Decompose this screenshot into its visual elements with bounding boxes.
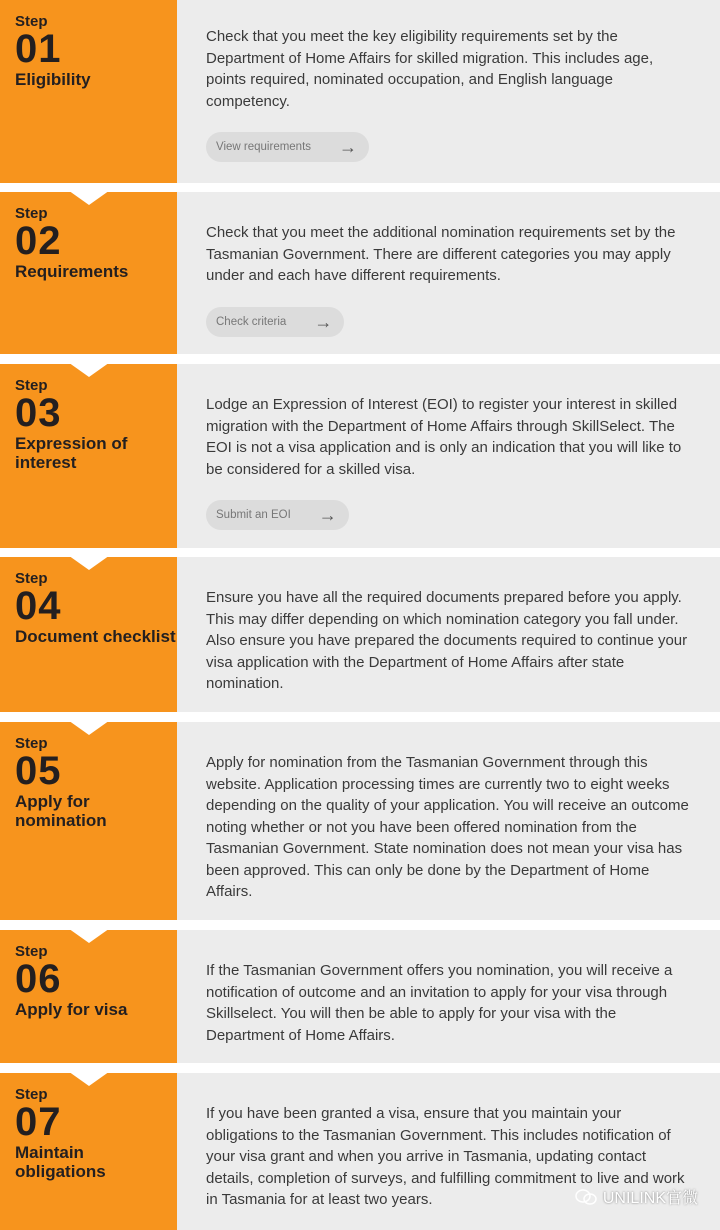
check-criteria-button[interactable]: [206, 307, 344, 337]
step-title: Maintain obligations: [15, 1143, 106, 1181]
step-badge: [0, 0, 177, 183]
step-description: Ensure you have all the required documents prepared before you apply. This may differ depending on which nomination category you fall under. Also ensure you have prepared the documents required to continue your visa application with the Department of Home Affairs after state nomination.: [206, 589, 688, 692]
step-description: If you have been granted a visa, ensure that you maintain your obligations to the Tasmanian Government. This includes notification of your visa grant and when you arrive in Tasmania, updating contact details, completion of surveys, and fulfilling commitment to live and work in Tasmania for at least two years.: [206, 1105, 685, 1208]
step-description: Lodge an Expression of Interest (EOI) to register your interest in skilled migration with the Department of Home Affairs through SkillSelect. The EOI is not a visa application and is only an indication that you will like to be considered for a skilled visa.: [206, 396, 682, 478]
step-title: Document checklist: [15, 627, 176, 646]
step-card-01: [0, 0, 720, 183]
step-label: Step: [15, 735, 48, 752]
step-description: Check that you meet the key eligibility requirements set by the Department of Home Affairs for skilled migration. This includes age, points required, nominated occupation, and English language competency.: [206, 28, 654, 110]
view-requirements-button[interactable]: [206, 132, 369, 162]
arrow-right-icon: →: [314, 311, 333, 332]
watermark-text: UNILINK官微: [602, 1190, 698, 1207]
step-content: [177, 0, 720, 183]
chevron-divider: [58, 921, 120, 943]
step-description: Check that you meet the additional nomination requirements set by the Tasmanian Government. There are different categories you may apply under and each have different requirements.: [206, 224, 676, 284]
chevron-divider: [58, 713, 120, 735]
step-card-03: [0, 364, 720, 548]
submit-eoi-button[interactable]: [206, 500, 349, 530]
step-content: [177, 192, 720, 354]
step-title: Apply for visa: [15, 1000, 128, 1019]
step-title: Expression of interest: [15, 434, 128, 472]
step-badge: [0, 722, 177, 920]
step-number: 07: [15, 1100, 62, 1144]
chevron-divider: [58, 355, 120, 377]
arrow-right-icon: →: [339, 137, 358, 157]
step-title: Requirements: [15, 262, 129, 281]
step-card-04: [0, 557, 720, 712]
step-card-02: [0, 192, 720, 354]
step-number: 01: [15, 27, 62, 71]
step-content: [177, 722, 720, 920]
button-label: Submit an EOI: [216, 509, 291, 521]
chevron-divider: [58, 1064, 120, 1086]
step-content: [177, 364, 720, 548]
step-number: 04: [15, 584, 62, 628]
step-label: Step: [15, 943, 48, 960]
step-badge: [0, 192, 177, 354]
step-description: Apply for nomination from the Tasmanian Government through this website. Application processing times are currently two to eight weeks depending on the quality of your application. You will receive an outcome noting whether or not you have been offered nomination from the Tasmanian Government. State nomination does not mean your visa has been approved. This can only be done by the Department of Home Affairs.: [206, 754, 689, 900]
step-label: Step: [15, 1086, 48, 1103]
step-number: 02: [15, 219, 62, 263]
step-title: Eligibility: [15, 70, 91, 89]
wechat-icon: [575, 1189, 597, 1205]
step-badge: [0, 364, 177, 548]
chevron-divider: [58, 183, 120, 205]
step-number: 06: [15, 957, 62, 1001]
step-label: Step: [15, 377, 48, 394]
step-description: If the Tasmanian Government offers you nomination, you will receive a notification of outcome and an invitation to apply for your visa through Skillselect. You will then be able to apply for your visa with the Department of Home Affairs.: [206, 962, 673, 1044]
chevron-divider: [58, 548, 120, 570]
step-badge: [0, 557, 177, 712]
step-card-06: [0, 930, 720, 1063]
step-number: 05: [15, 749, 62, 793]
button-label: View requirements: [216, 141, 312, 153]
step-number: 03: [15, 391, 62, 435]
step-label: Step: [15, 13, 48, 30]
button-label: Check criteria: [216, 315, 287, 328]
step-content: [177, 930, 720, 1063]
step-title: Apply for nomination: [15, 792, 107, 830]
step-label: Step: [15, 205, 48, 222]
step-content: [177, 557, 720, 712]
step-badge: [0, 1073, 177, 1230]
watermark: [575, 1185, 698, 1208]
arrow-right-icon: →: [318, 505, 337, 525]
step-card-05: [0, 722, 720, 920]
step-label: Step: [15, 570, 48, 587]
step-badge: [0, 930, 177, 1063]
